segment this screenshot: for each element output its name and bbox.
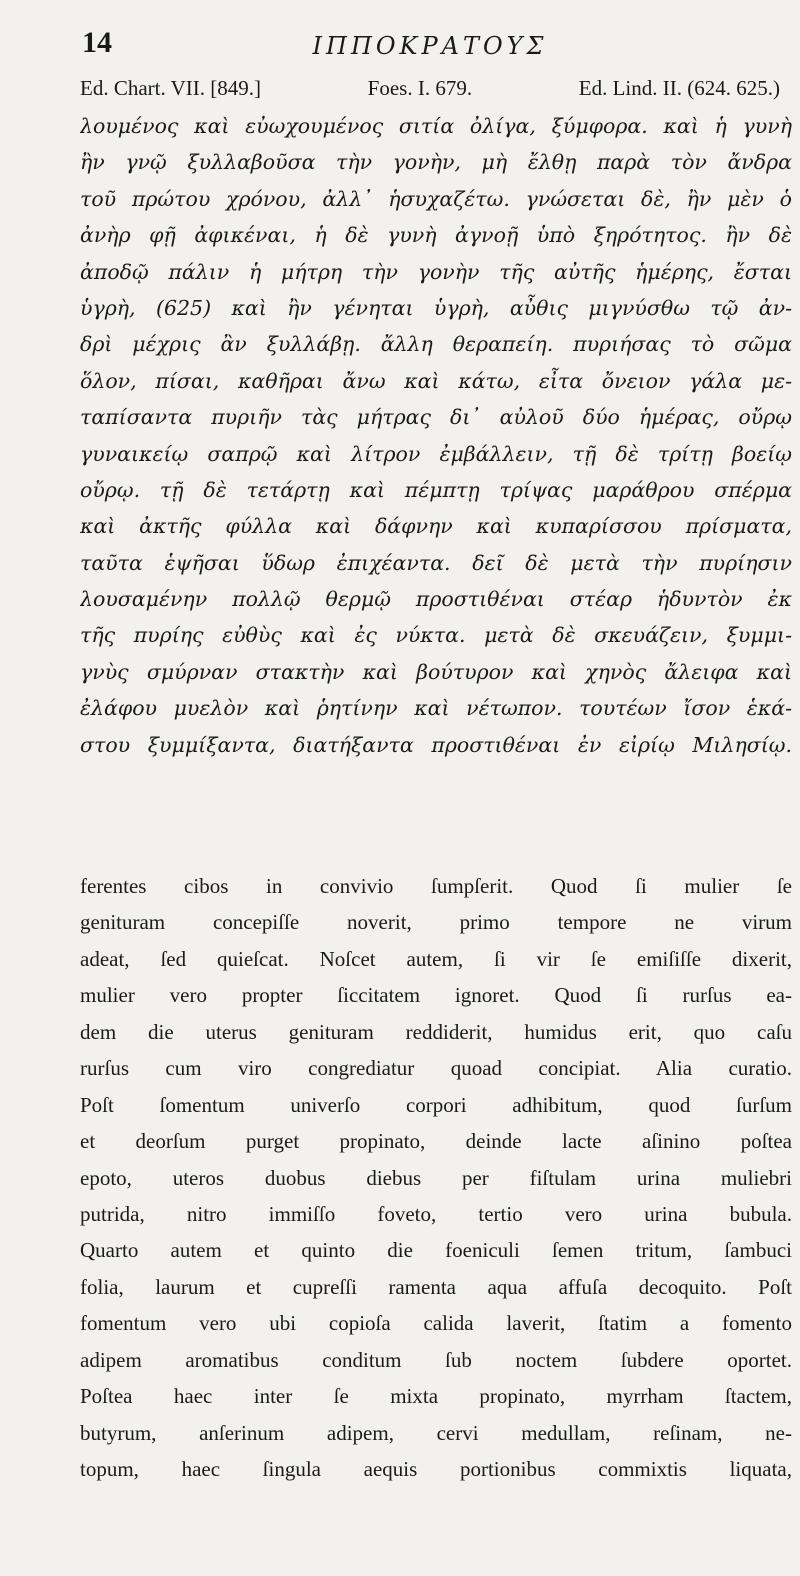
greek-line: ἀνὴρ φῇ ἀφικέναι, ἡ δὲ γυνὴ ἀγνοῇ ὑπὸ ξηρότητος. ἢν δὲ <box>80 223 792 248</box>
greek-line: καὶ ἀκτῆς φύλλα καὶ δάφνην καὶ κυπαρίσσου πρίσματα, <box>80 514 792 539</box>
latin-line: epoto, uteros duobus diebus per fiſtulam urina muliebri <box>80 1165 792 1190</box>
latin-line: butyrum, anſerinum adipem, cervi medullam, reſinam, ne- <box>80 1420 792 1445</box>
greek-line: δρὶ μέχρις ἂν ξυλλάβῃ. ἄλλη θεραπείη. πυριήσας τὸ σῶμα <box>80 332 792 357</box>
latin-line: dem die uterus genituram reddiderit, humidus erit, quo caſu <box>80 1019 792 1044</box>
latin-line: Quarto autem et quinto die foeniculi ſemen tritum, ſambuci <box>80 1238 792 1263</box>
greek-line: λουμένος καὶ εὐωχουμένος σιτία ὀλίγα, ξύμφορα. καὶ ἡ γυνὴ <box>80 114 792 138</box>
latin-line: et deorſum purget propinato, deinde lacte aſinino poſtea <box>80 1129 792 1154</box>
greek-line: ταπίσαντα πυριῆν τὰς μήτρας δι᾽ αὐλοῦ δύο ἡμέρας, οὔρῳ <box>80 405 792 430</box>
latin-line: fomentum vero ubi copioſa calida laverit, ſtatim a fomento <box>80 1311 792 1336</box>
greek-line: ἢν γνῷ ξυλλαβοῦσα τὴν γονὴν, μὴ ἔλθῃ παρὰ τὸν ἄνδρα <box>80 150 792 175</box>
latin-line: mulier vero propter ſiccitatem ignoret. Quod ſi rurſus ea- <box>80 983 792 1008</box>
edition-references <box>80 76 780 101</box>
edition-lind-ref: Ed. Lind. II. (624. 625.) <box>578 76 780 100</box>
greek-text <box>80 108 792 763</box>
edition-chart-ref: Ed. Chart. VII. [849.] <box>80 76 261 100</box>
latin-line: genituram concepiſſe noverit, primo tempore ne virum <box>80 910 792 935</box>
latin-line: rurſus cum viro congrediatur quoad concipiat. Alia curatio. <box>80 1056 792 1081</box>
latin-line: topum, haec ſingula aequis portionibus commixtis liquata, <box>80 1457 792 1481</box>
greek-line: ὑγρὴ, (625) καὶ ἢν γένηται ὑγρὴ, αὖθις μιγνύσθω τῷ ἀν- <box>80 295 792 320</box>
greek-line: τοῦ πρώτου χρόνου, ἀλλ᾽ ἡσυχαζέτω. γνώσεται δὲ, ἢν μὲν ὁ <box>80 186 792 211</box>
latin-line: adeat, ſed quieſcat. Noſcet autem, ſi vir ſe emiſiſſe dixerit, <box>80 946 792 971</box>
running-title: ΙΠΠΟΚΡΑΤΟΥΣ <box>312 32 548 60</box>
latin-translation <box>80 868 792 1487</box>
greek-line: ἐλάφου μυελὸν καὶ ῥητίνην καὶ νέτωπον. τουτέων ἴσον ἑκά- <box>80 696 792 721</box>
latin-line: Poſtea haec inter ſe mixta propinato, myrrham ſtactem, <box>80 1384 792 1409</box>
greek-line: τῆς πυρίης εὐθὺς καὶ ἐς νύκτα. μετὰ δὲ σκευάζειν, ξυμμι- <box>80 623 792 648</box>
greek-line: στου ξυμμίξαντα, διατήξαντα προστιθέναι ἐν εἰρίῳ Μιλησίῳ. <box>80 732 792 757</box>
greek-line: γυναικείῳ σαπρῷ καὶ λίτρον ἐμβάλλειν, τῇ δὲ τρίτῃ βοείῳ <box>80 441 792 466</box>
latin-line: Poſt ſomentum univerſo corpori adhibitum, quod ſurſum <box>80 1092 792 1117</box>
greek-line: ἀποδῷ πάλιν ἡ μήτρη τὴν γονὴν τῆς αὐτῆς ἡμέρης, ἔσται <box>80 259 792 284</box>
latin-line: folia, laurum et cupreſſi ramenta aqua affuſa decoquito. Poſt <box>80 1274 792 1299</box>
latin-line: adipem aromatibus conditum ſub noctem ſubdere oportet. <box>80 1347 792 1372</box>
greek-line: οὔρῳ. τῇ δὲ τετάρτῃ καὶ πέμπτῃ τρίψας μαράθρου σπέρμα <box>80 477 792 502</box>
greek-line: ταῦτα ἑψῆσαι ὕδωρ ἐπιχέαντα. δεῖ δὲ μετὰ τὴν πυρίησιν <box>80 550 792 575</box>
page-header <box>80 26 780 70</box>
page-number: 14 <box>82 26 112 59</box>
greek-line: ὅλον, πίσαι, καθῆραι ἄνω καὶ κάτω, εἶτα ὄνειον γάλα με- <box>80 368 792 393</box>
greek-line: λουσαμένην πολλῷ θερμῷ προστιθέναι στέαρ ἡδυντὸν ἐκ <box>80 587 792 612</box>
latin-line: ferentes cibos in convivio ſumpſerit. Quod ſi mulier ſe <box>80 874 792 898</box>
edition-foes-ref: Foes. I. 679. <box>367 76 473 100</box>
latin-line: putrida, nitro immiſſo foveto, tertio vero urina bubula. <box>80 1201 792 1226</box>
greek-line: γνὺς σμύρναν στακτὴν καὶ βούτυρον καὶ χηνὸς ἄλειφα καὶ <box>80 659 792 684</box>
